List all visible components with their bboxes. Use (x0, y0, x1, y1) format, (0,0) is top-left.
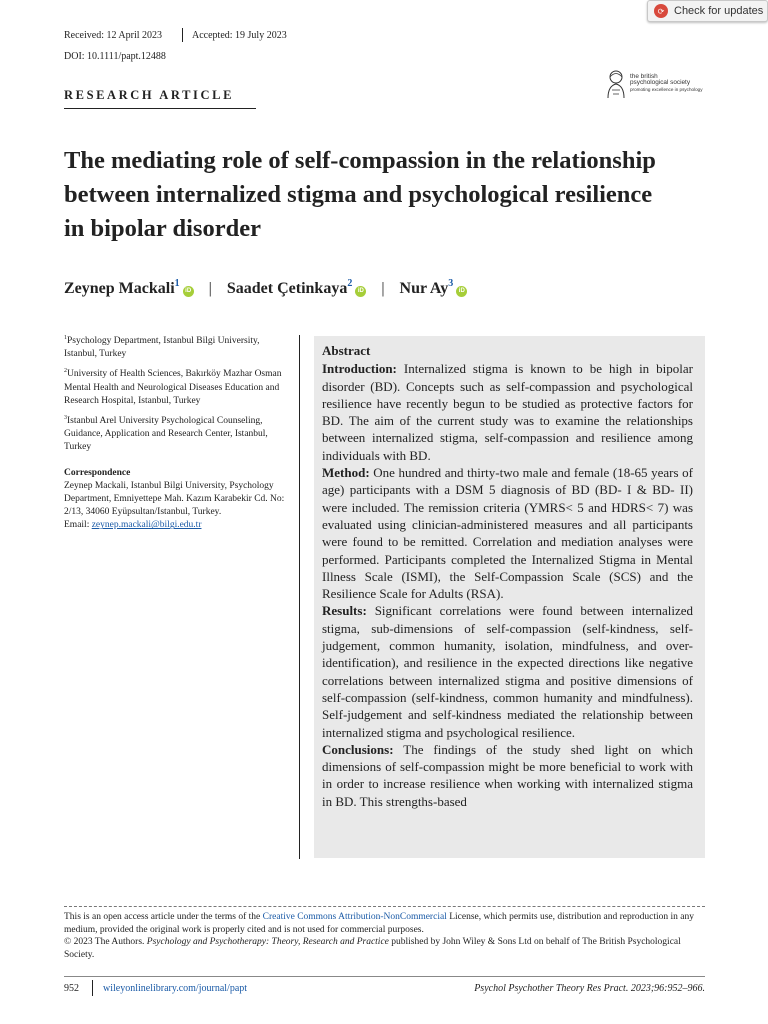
affiliations-column (64, 332, 290, 533)
author-affiliation-ref[interactable]: 2 (347, 278, 353, 289)
license-link[interactable]: Creative Commons Attribution-NonCommercial (262, 912, 447, 922)
column-divider (299, 335, 300, 859)
affiliation: $^3$Istanbul Arel University Psychological Counseling, Guidance, Application and Research Center, Istanbul, Turkey (64, 415, 268, 453)
author-name: Zeynep Mackali (64, 280, 175, 297)
abstract-box (314, 336, 705, 858)
page-footer-divider (92, 980, 93, 996)
correspondence-address: Zeynep Mackali, Istanbul Bilgi University, Psychology Department, Emniyettepe Mah. Kazım Karabekir Cd. No: 2/13, 34060 Eyüpsultan/Istanbul, Turkey. (64, 480, 285, 518)
affiliation: $^2$University of Health Sciences, Bakırköy Mazhar Osman Mental Health and Neurological Diseases Education and Research Hospital, Istanbul, Turkey (64, 368, 282, 406)
bps-logo-icon (604, 68, 628, 100)
license-text: This is an open access article under the terms of the Creative Commons Attribution-NonCommercial License, which permits use, distribution and reproduction in any medium, provided the original work is properly cited and is not used for commercial purposes. (64, 912, 695, 935)
check-for-updates-button[interactable] (647, 0, 768, 22)
abstract-section: Results: Significant correlations were found between internalized stigma, sub-dimensions of self-compassion (self-kindness, self-judgement, common humanity, isolation, mindfulness, and over-identification), and resilience in the expected directions like negative correlations between internalized stigma and positive dimensions of self-compassion (self-kindness, common humanity and mindfulness). Self-judgement and self-kindness mediated the relationship between internalized stigma and psychological resilience. (322, 603, 693, 740)
article-type: RESEARCH ARTICLE (64, 88, 235, 102)
copyright-text: © 2023 The Authors. Psychology and Psychotherapy: Theory, Research and Practice published by John Wiley & Sons Ltd on behalf of The British Psychological Society. (64, 937, 681, 960)
abstract-section: Introduction: Internalized stigma is known to be high in bipolar disorder (BD). Concepts such as self-compassion and psychological resilience have recently begun to be studied as protective factors for BD. The aim of the current study was to examine the relationships between internalized stigma, self-compassion and resilience among individuals with BD. (322, 361, 693, 463)
author-name: Nur Ay (399, 280, 449, 297)
received-date: Received: 12 April 2023 (64, 30, 163, 41)
page-footer-rule (64, 976, 705, 977)
orcid-icon[interactable]: iD (355, 286, 366, 297)
author-separator: | (208, 280, 212, 297)
journal-citation: Psychol Psychother Theory Res Pract. 2023;96:952–966. (474, 983, 705, 994)
journal-site-link[interactable]: wileyonlinelibrary.com/journal/papt (103, 983, 248, 994)
author-separator: | (381, 280, 385, 297)
accepted-date: Accepted: 19 July 2023 (192, 30, 287, 41)
bps-logo-text: the british psychological society promoting excellence in psychology (630, 73, 703, 92)
correspondence-email: Email: zeynep.mackali@bilgi.edu.tr (64, 520, 202, 531)
author-affiliation-ref[interactable]: 3 (448, 278, 454, 289)
abstract-section: Method: One hundred and thirty-two male and female (18-65 years of age) participants with a DSM 5 diagnosis of BD (BD- I & BD- II) were included. The remission criteria (YMRS< 5 and HDRS< 7) was evaluated using clinician-administered measures and all participants were found to be remitted. Correlation and mediation analyses were performed. Participants completed the Internalized Stigma in Mental Illness Scale (ISMI), the Self-Compassion Scale (SCS) and the Resilience Scale for Adults (RSA). (322, 465, 693, 602)
meta-divider (182, 28, 183, 42)
update-icon: ⟳ (654, 4, 668, 18)
author-list (64, 278, 467, 298)
correspondence-heading: Correspondence (64, 467, 131, 478)
orcid-icon[interactable]: iD (183, 286, 194, 297)
author-affiliation-ref[interactable]: 1 (174, 278, 180, 289)
check-for-updates-label: Check for updates (674, 5, 764, 17)
email-link[interactable]: zeynep.mackali@bilgi.edu.tr (91, 520, 202, 531)
footnote-divider (64, 906, 705, 907)
abstract-heading: Abstract (322, 343, 371, 358)
author-name: Saadet Çetinkaya (226, 280, 348, 297)
orcid-icon[interactable]: iD (456, 286, 467, 297)
paper-title: The mediating role of self-compassion in the relationship between internalized stigma and psychological resilience in bipolar disorder (64, 147, 656, 242)
bps-logo (604, 68, 710, 102)
abstract-section: Conclusions: The findings of the study shed light on which dimensions of self-compassion might be more beneficial to work with in order to increase resilience when working with internalized stigma in BD. This strengths-based (322, 741, 693, 809)
abstract-text (322, 342, 693, 810)
article-type-underline (64, 108, 256, 109)
page-number: 952 (64, 983, 79, 994)
doi: DOI: 10.1111/papt.12488 (64, 51, 166, 62)
affiliation: $^1$Psychology Department, Istanbul Bilgi University, Istanbul, Turkey (64, 335, 260, 360)
license-footnote (64, 911, 705, 961)
